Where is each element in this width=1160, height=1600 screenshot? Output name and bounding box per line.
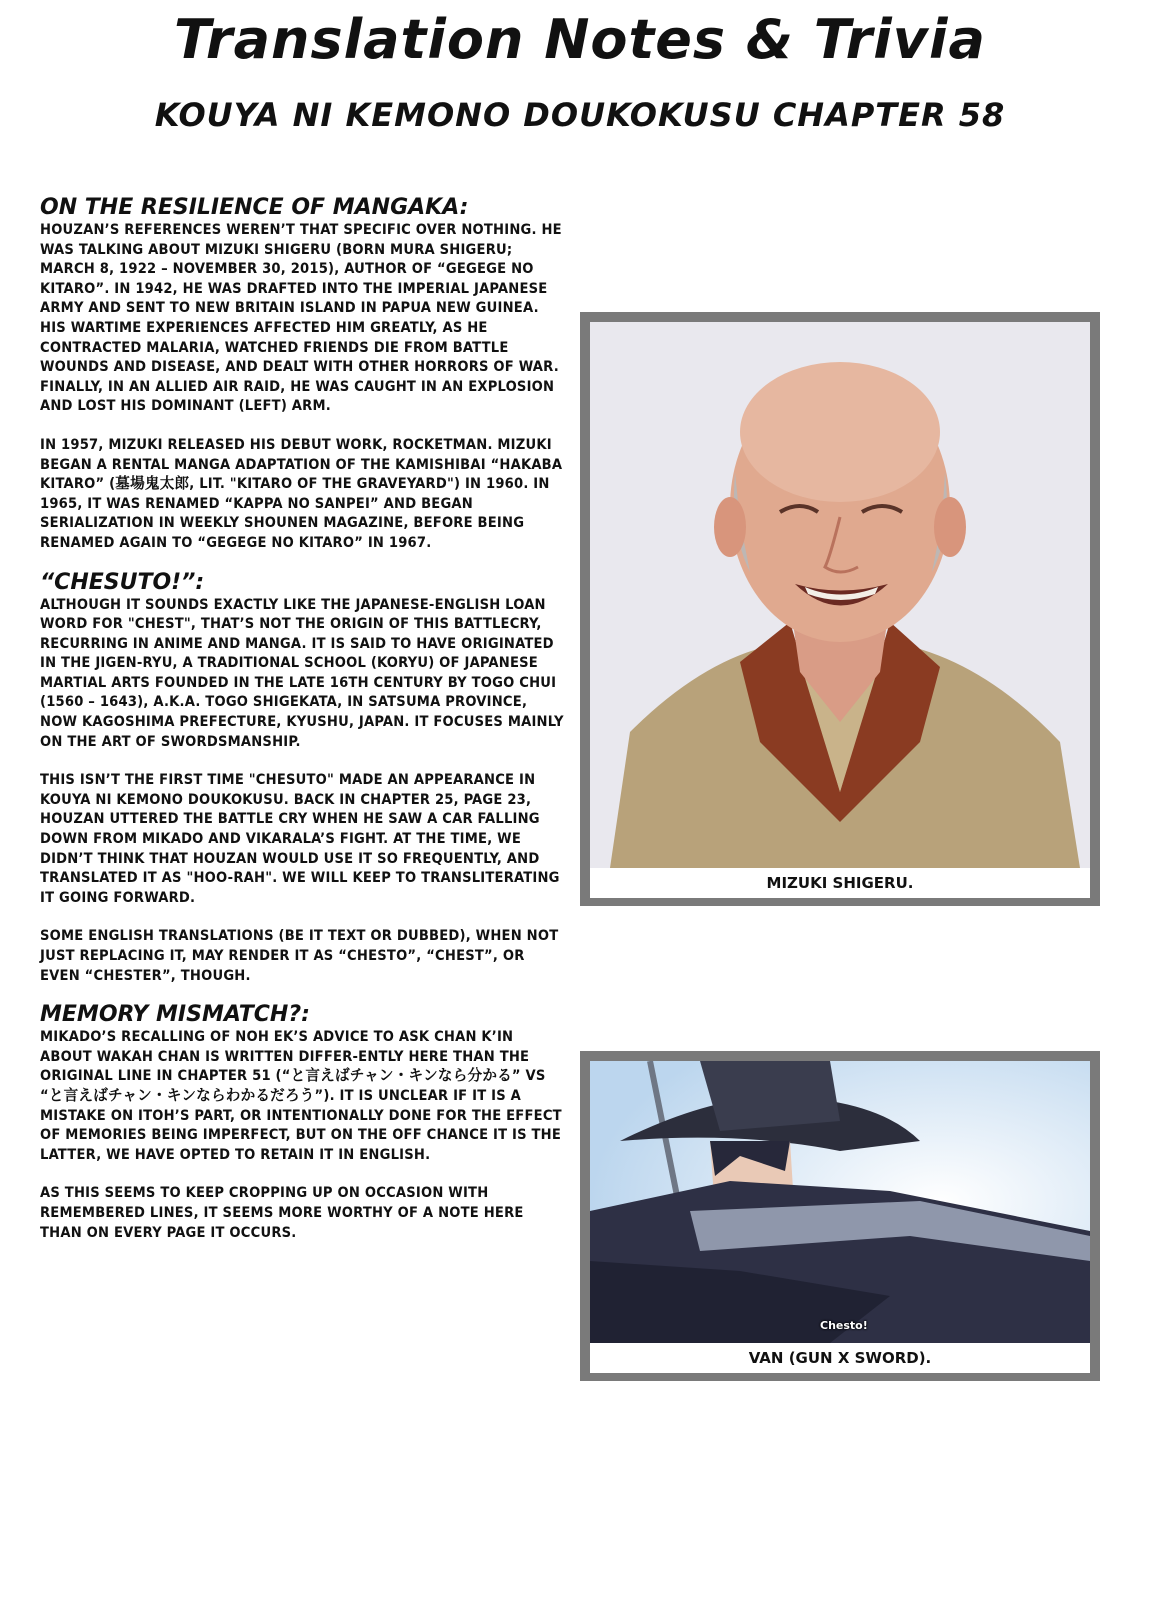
page-subtitle: KOUYA NI KEMONO DOUKOKUSU CHAPTER 58 [154, 96, 1006, 134]
figure-mizuki [580, 312, 1100, 906]
figure-caption: VAN (GUN X SWORD). [580, 1343, 1100, 1381]
section-memory-mismatch [40, 1003, 568, 1242]
figure-van [580, 1051, 1100, 1381]
portrait-photo [590, 322, 1090, 868]
paragraph: AS THIS SEEMS TO KEEP CROPPING UP ON OCCASION WITH REMEMBERED LINES, IT SEEMS MORE WORTHY OF A NOTE HERE THAN ON EVERY PAGE IT OCCURS. [40, 1184, 524, 1241]
paragraph: THIS ISN’T THE FIRST TIME "CHESUTO" MADE AN APPEARANCE IN KOUYA NI KEMONO DOUKOKUSU. BACK IN CHAPTER 25, PAGE 23, HOUZAN UTTERED THE BATTLE CRY WHEN HE SAW A CAR FALLING DOWN FROM MIKADO AND VIKARALA’S FIGHT. AT THE TIME, WE DIDN’T THINK THAT HOUZAN WOULD USE IT SO FREQUENTLY, AND TRANSLATED IT AS "HOO-RAH". WE WILL KEEP TO TRANSLITERATING IT GOING FORWARD. [40, 771, 560, 906]
paragraph: SOME ENGLISH TRANSLATIONS (BE IT TEXT OR DUBBED), WHEN NOT JUST REPLACING IT, MAY RENDER IT AS “CHESTO”, “CHEST”, OR EVEN “CHESTER”, THOUGH. [40, 927, 559, 984]
section-heading: ON THE RESILIENCE OF MANGAKA: [40, 195, 469, 220]
anime-illustration [590, 1061, 1090, 1343]
paragraph: MIKADO’S RECALLING OF NOH EK’S ADVICE TO ASK CHAN K’IN ABOUT WAKAH CHAN IS WRITTEN DIFFER-ENTLY HERE THAN THE ORIGINAL LINE IN CHAPTER 51 (“と言えばチャン・キンなら分かる” VS “と言えばチャン・キンならわかるだろう”). IT IS UNCLEAR IF IT IS A MISTAKE ON ITOH’S PART, OR INTENTIONALLY DONE FOR THE EFFECT OF MEMORIES BEING IMPERFECT, BUT ON THE OFF CHANCE IT IS THE LATTER, WE HAVE OPTED TO RETAIN IT IN ENGLISH. [40, 1028, 562, 1163]
anime-screenshot [590, 1061, 1090, 1343]
page-title: Translation Notes & Trivia [174, 8, 986, 71]
anime-subtitle: Chesto! [820, 1319, 868, 1332]
section-resilience [40, 196, 568, 553]
section-heading: “CHESUTO!”: [40, 569, 205, 595]
notes-column [40, 196, 568, 1260]
portrait-illustration [590, 322, 1090, 868]
section-chesuto [40, 571, 568, 986]
paragraph: ALTHOUGH IT SOUNDS EXACTLY LIKE THE JAPANESE-ENGLISH LOAN WORD FOR "CHEST", THAT’S NOT THE ORIGIN OF THIS BATTLECRY, RECURRING IN ANIME AND MANGA. IT IS SAID TO HAVE ORIGINATED IN THE JIGEN-RYU, A TRADITIONAL SCHOOL (KORYU) OF JAPANESE MARTIAL ARTS FOUNDED IN THE LATE 16TH CENTURY BY TOGO CHUI (1560 – 1643), A.K.A. TOGO SHIGEKATA, IN SATSUMA PROVINCE, NOW KAGOSHIMA PREFECTURE, KYUSHU, JAPAN. IT FOCUSES MAINLY ON THE ART OF SWORDSMANSHIP. [40, 595, 564, 750]
paragraph: HOUZAN’S REFERENCES WEREN’T THAT SPECIFIC OVER NOTHING. HE WAS TALKING ABOUT MIZUKI SHIGERU (BORN MURA SHIGERU; MARCH 8, 1922 – NOVEMBER 30, 2015), AUTHOR OF “GEGEGE NO KITARO”. IN 1942, HE WAS DRAFTED INTO THE IMPERIAL JAPANESE ARMY AND SENT TO NEW BRITAIN ISLAND IN PAPUA NEW GUINEA. HIS WARTIME EXPERIENCES AFFECTED HIM GREATLY, AS HE CONTRACTED MALARIA, WATCHED FRIENDS DIE FROM BATTLE WOUNDS AND DISEASE, AND DEALT WITH OTHER HORRORS OF WAR. FINALLY, IN AN ALLIED AIR RAID, HE WAS CAUGHT IN AN EXPLOSION AND LOST HIS DOMINANT (LEFT) ARM. [40, 221, 562, 415]
section-heading: MEMORY MISMATCH?: [40, 1002, 310, 1028]
paragraph: IN 1957, MIZUKI RELEASED HIS DEBUT WORK, ROCKETMAN. MIZUKI BEGAN A RENTAL MANGA ADAPTATION OF THE KAMISHIBAI “HAKABA KITARO” (墓場鬼太郎, LIT. "KITARO OF THE GRAVEYARD") IN 1960. IN 1965, IT WAS RENAMED “KAPPA NO SANPEI” AND BEGAN SERIALIZATION IN WEEKLY SHOUNEN MAGAZINE, BEFORE BEING RENAMED AGAIN TO “GEGEGE NO KITARO” IN 1967. [40, 435, 563, 551]
figure-caption: MIZUKI SHIGERU. [580, 868, 1100, 906]
